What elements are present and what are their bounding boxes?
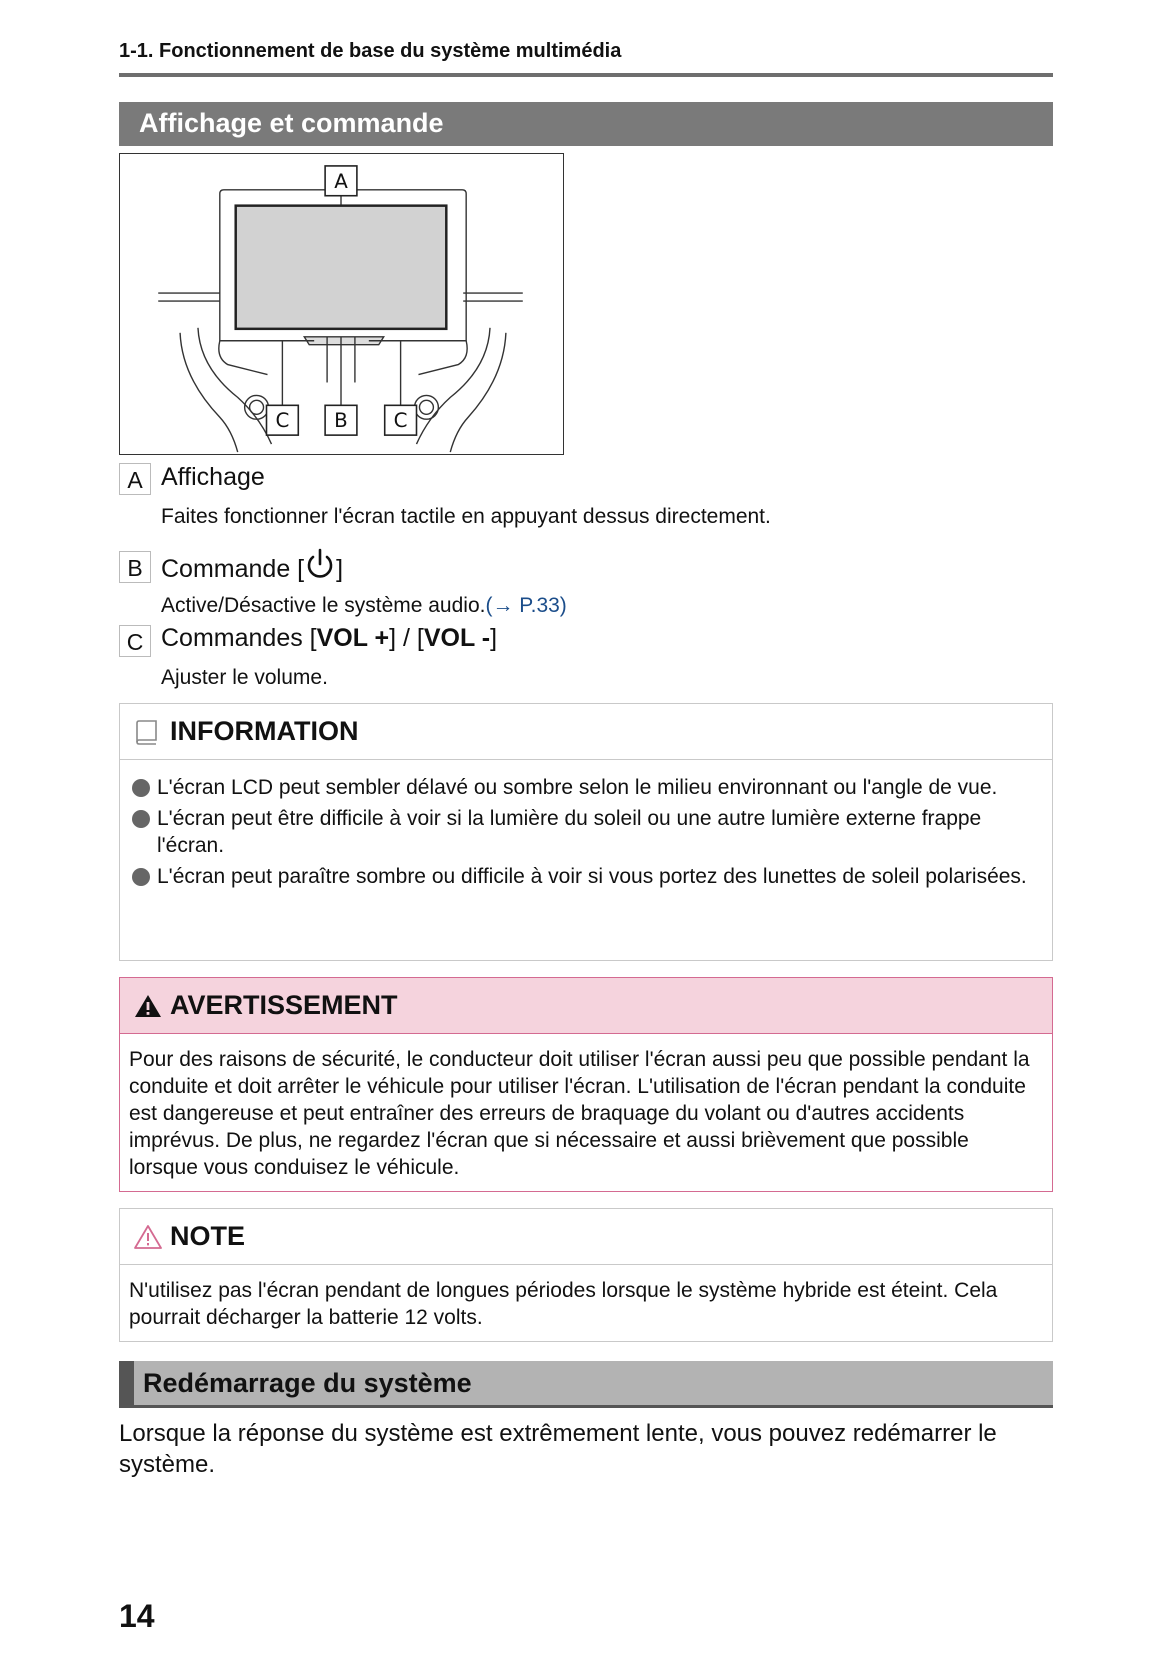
page-link[interactable]: (→ P.33) [485,594,567,617]
information-header [120,704,1052,760]
item-title-commandes-vol [161,624,497,653]
bullet-text: L'écran peut paraître sombre ou difficile à voir si vous portez des lunettes de soleil polarisées. [157,865,1027,888]
bullet-text: L'écran peut être difficile à voir si la lumière du soleil ou une autre lumière externe frappe l'écran. [157,807,982,857]
page-number: 14 [119,1598,155,1634]
warning-outline-icon [134,1223,162,1251]
item-key-b: B [119,551,151,583]
vol-plus-label: VOL + [316,624,390,652]
list-item [129,863,1036,890]
running-head: 1-1. Fonctionnement de base du système multimédia [119,40,1053,77]
bullet-dot-icon [132,779,150,797]
vol-title-mid: ] / [ [389,624,424,652]
vol-title-prefix: Commandes [ [161,624,317,652]
information-box [119,703,1053,961]
item-title-commande [161,547,343,588]
item-key-a: A [119,463,151,495]
vol-minus-label: VOL - [423,624,491,652]
item-title-commande-prefix: Commande [ [161,555,305,583]
item-title-commande-suffix: ] [336,555,344,583]
figure-label-c-right: C [393,409,408,433]
note-text: N'utilisez pas l'écran pendant de longues périodes lorsque le système hybride est éteint. Cela pourrait décharger la batterie 12 volts. [129,1279,998,1329]
item-key-c: C [119,625,151,657]
dashboard-illustration [120,154,563,454]
warning-filled-icon [134,992,162,1020]
warning-text: Pour des raisons de sécurité, le conducteur doit utiliser l'écran aussi peu que possible pendant la conduite et doit arrêter le véhicule pour utiliser l'écran. L'utilisation de l'écran pendant la conduite est dangereuse et peut entraîner des erreurs de braquage du volant ou d'autres accidents imprévus. De plus, ne regardez l'écran que si nécessaire et aussi brièvement que possible lorsque vous conduisez le véhicule. [129,1048,1030,1179]
list-item [129,774,1036,801]
bullet-text: L'écran LCD peut sembler délavé ou sombre selon le milieu environnant ou l'angle de vue. [157,776,998,799]
power-icon [304,547,336,588]
redemarrage-text: Lorsque la réponse du système est extrêmement lente, vous pouvez redémarrer le système. [119,1420,997,1478]
item-title-affichage: Affichage [161,463,265,491]
bullet-dot-icon [132,868,150,886]
bullet-dot-icon [132,810,150,828]
item-desc-commande [161,594,567,618]
item-desc-commande-text: Active/Désactive le système audio. [161,594,486,617]
note-title: NOTE [170,1221,246,1251]
note-box [119,1208,1053,1342]
section-title-redemarrage: Redémarrage du système [119,1361,1053,1408]
warning-box [119,977,1053,1192]
list-item [129,805,1036,859]
display-diagram [119,153,564,455]
section-title: Affichage et commande [119,102,1053,146]
warning-title: AVERTISSEMENT [170,990,398,1020]
figure-label-a: A [334,169,348,193]
information-list [129,774,1036,890]
information-title: INFORMATION [170,716,359,746]
item-desc-affichage: Faites fonctionner l'écran tactile en appuyant dessus directement. [161,505,771,528]
item-desc-volume: Ajuster le volume. [161,666,328,689]
warning-header [120,978,1052,1034]
note-header [120,1209,1052,1265]
figure-label-b: B [334,409,348,433]
vol-title-suffix: ] [490,624,498,652]
book-icon [134,718,162,746]
figure-label-c-left: C [275,409,290,433]
